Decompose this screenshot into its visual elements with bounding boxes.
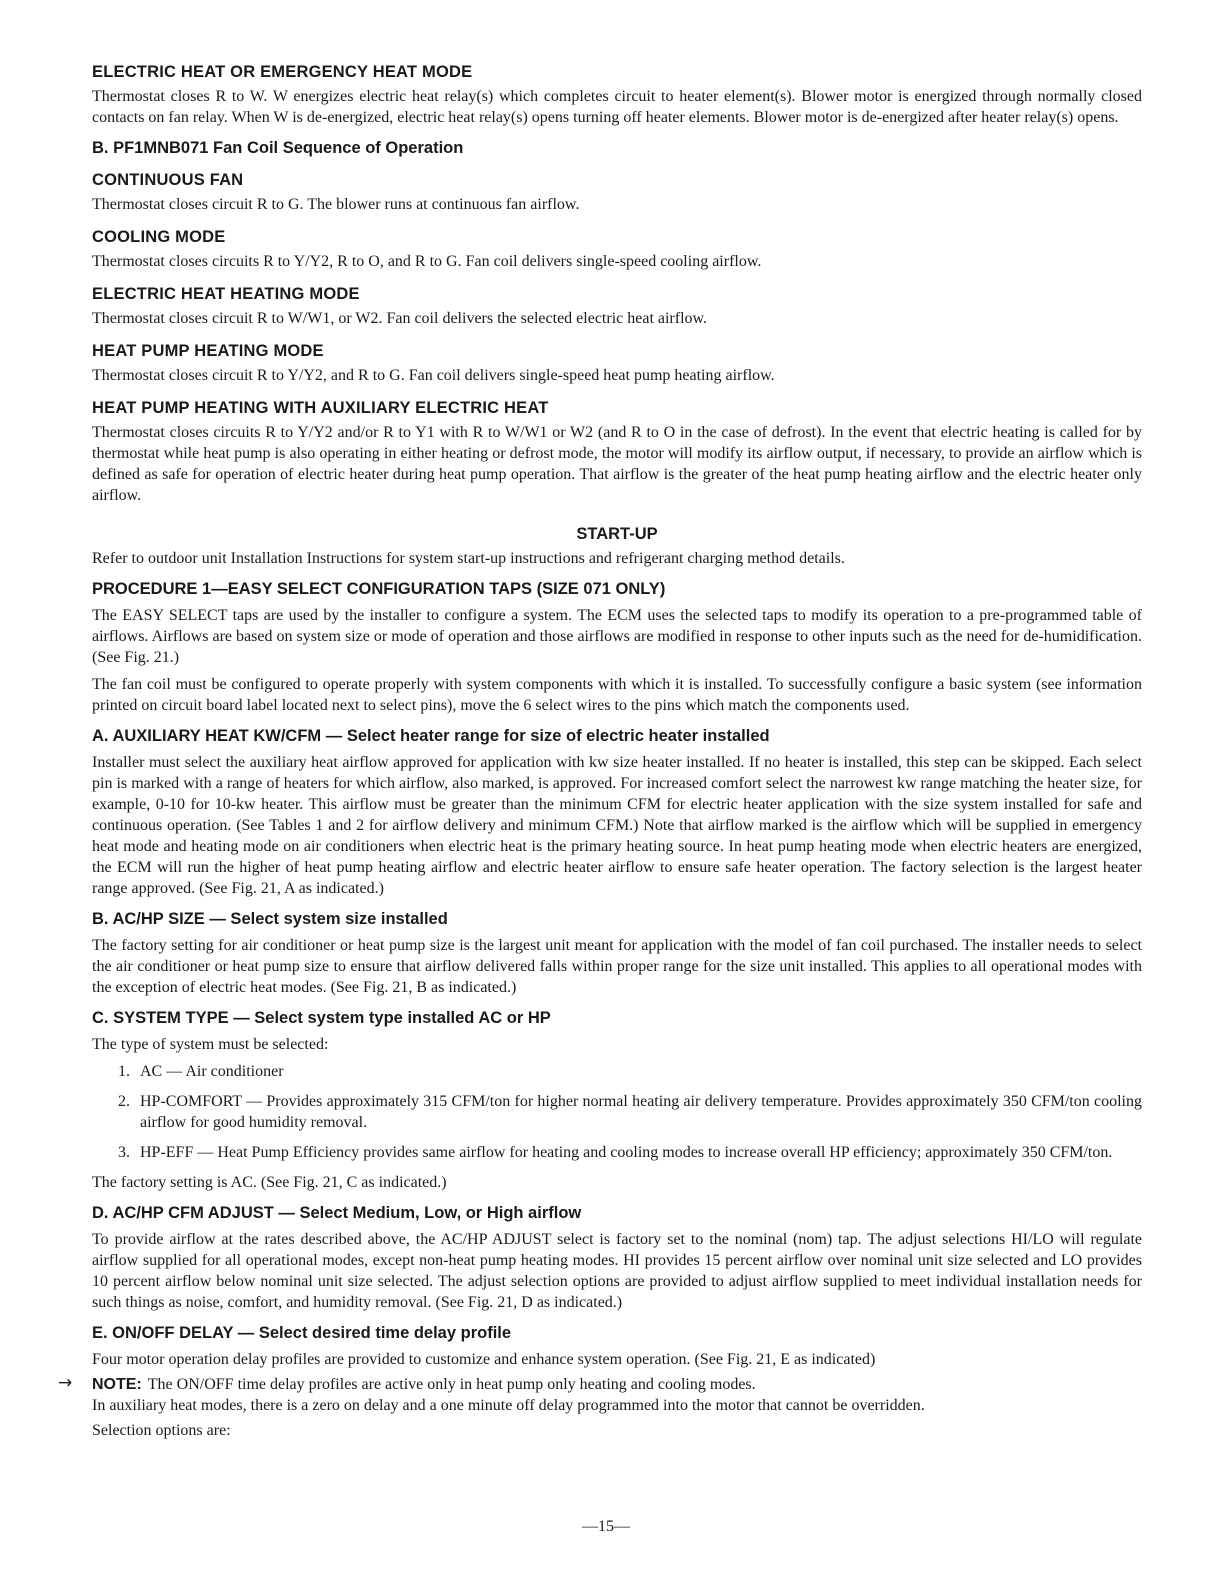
paragraph-on-off-delay: Four motor operation delay profiles are provided to customize and enhance system operation. (See Fig. 21, E as indicated) <box>92 1351 876 1368</box>
note-text: The ON/OFF time delay profiles are active only in heat pump only heating and cooling modes. <box>147 1376 756 1393</box>
arrow-right-icon: → <box>58 1373 73 1393</box>
list-number: 1. <box>118 1063 130 1080</box>
heading-aux-heat: HEAT PUMP HEATING WITH AUXILIARY ELECTRIC HEAT <box>92 399 549 417</box>
list-number: 2. <box>118 1093 130 1110</box>
paragraph-system-type-factory: The factory setting is AC. (See Fig. 21, C as indicated.) <box>92 1174 447 1191</box>
paragraph-aux-heat: Thermostat closes circuits R to Y/Y2 and/or R to Y1 with R to W/W1 or W2 (and R to O in the case of defrost). In the event that electric heating is called for by thermostat while heat pump is also operating in either heating or defrost mode, the motor will modify its airflow output, if necessary, to provide an airflow which is defined as safe for operation of electric heater during heat pump operation. That airflow is the greater of the heat pump heating airflow and the electric heater only airflow. <box>92 424 1142 504</box>
heading-pf1mnb071: B. PF1MNB071 Fan Coil Sequence of Operation <box>92 139 464 157</box>
paragraph-procedure-1: The EASY SELECT taps are used by the installer to configure a system. The ECM uses the selected taps to modify its operation to a pre-programmed table of airflows. Airflows are based on system size or mode of operation and those airflows are modified in response to other inputs such as the need for de-humidification. (See Fig. 21.) <box>92 607 1142 666</box>
paragraph-continuous-fan: Thermostat closes circuit R to G. The blower runs at continuous fan airflow. <box>92 196 580 213</box>
page-content <box>58 62 1142 1441</box>
page-number: —15— <box>582 1518 630 1535</box>
heading-cfm-adjust: D. AC/HP CFM ADJUST — Select Medium, Low, or High airflow <box>92 1204 582 1222</box>
heading-system-type: C. SYSTEM TYPE — Select system type installed AC or HP <box>92 1009 551 1027</box>
heading-emergency-heat: ELECTRIC HEAT OR EMERGENCY HEAT MODE <box>92 63 473 81</box>
heading-procedure-1: PROCEDURE 1—EASY SELECT CONFIGURATION TAPS (SIZE 071 ONLY) <box>92 580 666 598</box>
paragraph-cfm-adjust: To provide airflow at the rates described above, the AC/HP ADJUST select is factory set to the nominal (nom) tap. The adjust selections HI/LO will regulate airflow supplied for all operational modes, except non-heat pump heating modes. HI provides 15 percent airflow over nominal unit size selected and LO provides 10 percent airflow below nominal unit size selected. The adjust selection options are provided to adjust airflow supplied to meet individual installation needs for such things as noise, comfort, and humidity removal. (See Fig. 21, D as indicated.) <box>92 1231 1142 1311</box>
paragraph-emergency-heat: Thermostat closes R to W. W energizes electric heat relay(s) which completes circuit to heater element(s). Blower motor is energized through normally closed contacts on fan relay. When W is de-energized, electric heat relay(s) opens turning off heater elements. Blower motor is de-energized after heater relay(s) opens. <box>92 88 1142 126</box>
paragraph-system-type-intro: The type of system must be selected: <box>92 1036 329 1053</box>
list-item <box>118 1061 1142 1082</box>
paragraph-electric-heat: Thermostat closes circuit R to W/W1, or W2. Fan coil delivers the selected electric heat airflow. <box>92 310 708 327</box>
paragraph-ac-hp-size: The factory setting for air conditioner or heat pump size is the largest unit meant for application with the model of fan coil purchased. The installer needs to select the air conditioner or heat pump size to ensure that airflow delivered falls within proper range for the size unit installed. This applies to all operational modes with the exception of electric heat modes. (See Fig. 21, B as indicated.) <box>92 937 1142 996</box>
list-item-text: HP-COMFORT — Provides approximately 315 CFM/ton for higher normal heating air delivery temperature. Provides approximately 350 CFM/ton cooling airflow for good humidity removal. <box>140 1093 1142 1131</box>
paragraph-aux-heat-kw: Installer must select the auxiliary heat airflow approved for application with kw size heater installed. If no heater is installed, this step can be skipped. Each select pin is marked with a range of heaters for which airflow, also marked, is approved. For increased comfort select the narrowest kw range matching the heater size, for example, 0-10 for 10-kw heater. This airflow must be greater than the minimum CFM for electric heater application with the size system installed for safe and continuous operation. (See Tables 1 and 2 for airflow delivery and minimum CFM.) Note that airflow marked is the airflow which will be supplied in emergency heat mode and heating mode on air conditioners when electric heat is the primary heating source. In heat pump heating mode when electric heaters are energized, the ECM will run the higher of heat pump heating airflow and electric heater airflow to ensure safe heater operation. The factory selection is the largest heater range approved. (See Fig. 21, A as indicated.) <box>92 754 1142 897</box>
note-on-off-delay <box>58 1373 1142 1395</box>
list-item-text: AC — Air conditioner <box>140 1063 284 1080</box>
heading-electric-heat: ELECTRIC HEAT HEATING MODE <box>92 285 360 303</box>
paragraph-procedure-2: The fan coil must be configured to operate properly with system components with which it is installed. To successfully configure a basic system (see information printed on circuit board label located next to select pins), move the 6 select wires to the pins which match the components used. <box>92 676 1142 714</box>
heading-ac-hp-size: B. AC/HP SIZE — Select system size installed <box>92 910 448 928</box>
paragraph-heat-pump: Thermostat closes circuit R to Y/Y2, and R to G. Fan coil delivers single-speed heat pump heating airflow. <box>92 367 775 384</box>
paragraph-selection-options: Selection options are: <box>92 1422 231 1439</box>
heading-heat-pump: HEAT PUMP HEATING MODE <box>92 342 324 360</box>
list-item-text: HP-EFF — Heat Pump Efficiency provides same airflow for heating and cooling modes to increase overall HP efficiency; approximately 350 CFM/ton. <box>140 1144 1113 1161</box>
list-number: 3. <box>118 1144 130 1161</box>
list-item <box>118 1091 1142 1133</box>
heading-cooling-mode: COOLING MODE <box>92 228 226 246</box>
heading-aux-heat-kw: A. AUXILIARY HEAT KW/CFM — Select heater range for size of electric heater installed <box>92 727 770 745</box>
system-type-list <box>92 1061 1142 1163</box>
paragraph-cooling-mode: Thermostat closes circuits R to Y/Y2, R to O, and R to G. Fan coil delivers single-speed cooling airflow. <box>92 253 762 270</box>
list-item <box>118 1142 1142 1163</box>
paragraph-start-up: Refer to outdoor unit Installation Instructions for system start-up instructions and refrigerant charging method details. <box>92 550 845 567</box>
heading-start-up: START-UP <box>576 525 658 543</box>
note-label: NOTE: <box>92 1376 142 1393</box>
heading-continuous-fan: CONTINUOUS FAN <box>92 171 244 189</box>
paragraph-aux-delay: In auxiliary heat modes, there is a zero on delay and a one minute off delay programmed into the motor that cannot be overridden. <box>92 1397 925 1414</box>
heading-on-off-delay: E. ON/OFF DELAY — Select desired time delay profile <box>92 1324 512 1342</box>
